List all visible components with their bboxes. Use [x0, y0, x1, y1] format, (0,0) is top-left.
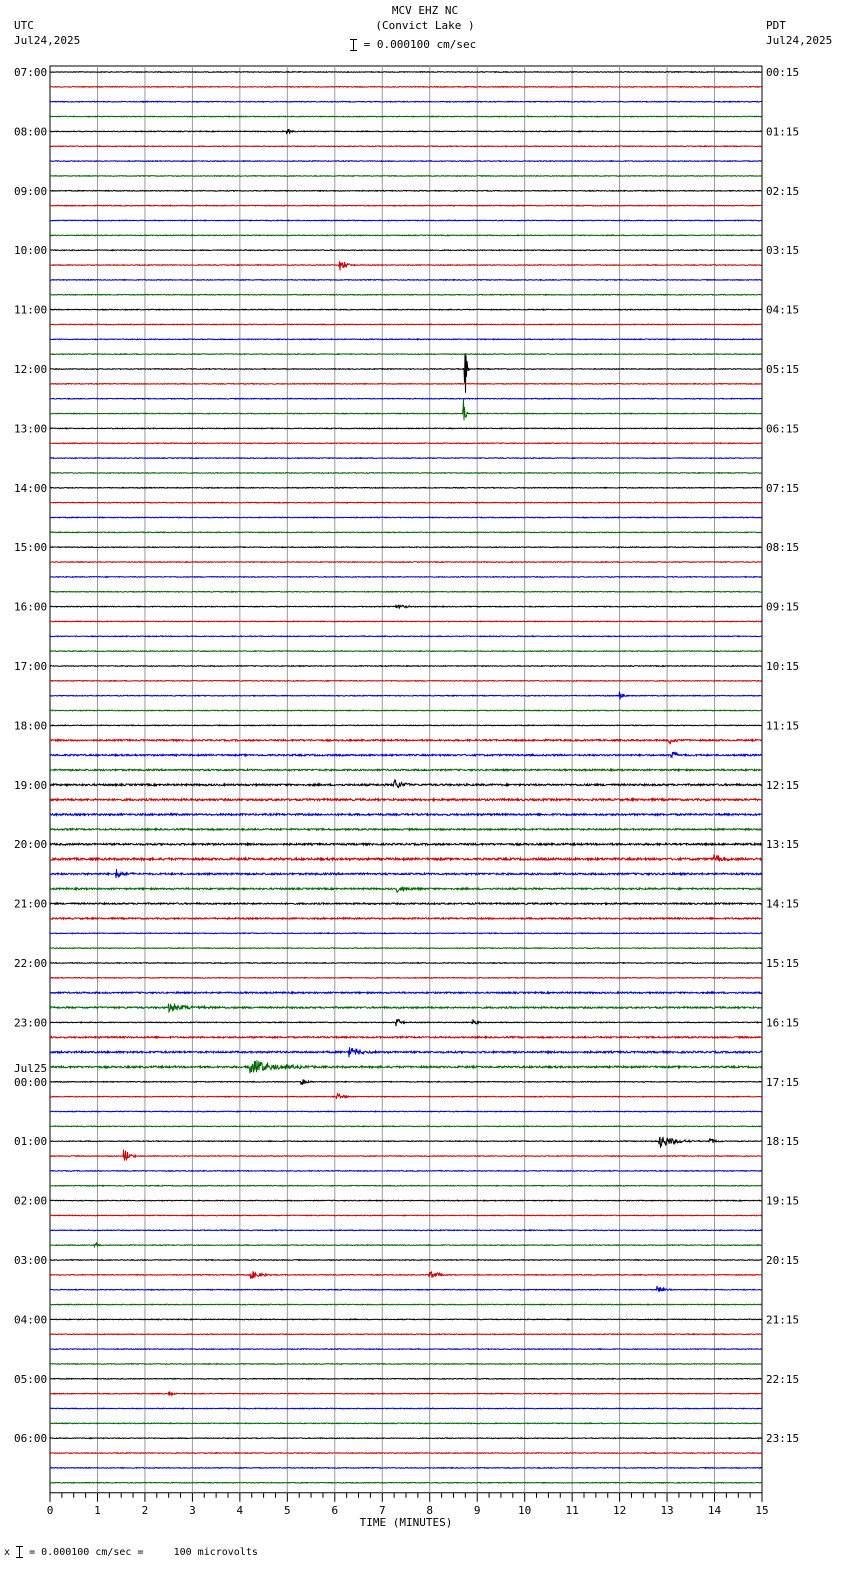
trace-26	[50, 458, 762, 459]
trace-76	[50, 1200, 762, 1201]
trace-52	[50, 843, 762, 845]
trace-72	[50, 1137, 762, 1148]
trace-42	[50, 692, 762, 700]
left-time-label: 04:00	[14, 1313, 48, 1327]
trace-65	[50, 1037, 762, 1039]
x-tick-label: 4	[236, 1503, 244, 1517]
left-time-label: 02:00	[14, 1194, 48, 1208]
left-time-label: 20:00	[14, 838, 48, 852]
trace-73	[50, 1150, 762, 1161]
trace-83	[50, 1304, 762, 1305]
right-time-label: 23:15	[766, 1432, 800, 1446]
trace-80	[50, 1260, 762, 1261]
x-tick-label: 2	[141, 1503, 149, 1517]
trace-88	[50, 1378, 762, 1379]
right-time-label: 09:15	[766, 600, 800, 614]
x-tick-label: 8	[426, 1503, 434, 1517]
left-time-label: 06:00	[14, 1432, 48, 1446]
trace-28	[50, 487, 762, 488]
trace-30	[50, 517, 762, 518]
station-location: (Convict Lake )	[375, 19, 475, 32]
trace-6	[50, 161, 762, 162]
trace-21	[50, 384, 762, 385]
trace-17	[50, 324, 762, 325]
footer-scale-bar-icon	[16, 1545, 23, 1559]
trace-86	[50, 1349, 762, 1350]
trace-79	[50, 1243, 762, 1247]
right-time-label: 11:15	[766, 719, 800, 733]
trace-5	[50, 146, 762, 147]
x-tick-label: 1	[94, 1503, 101, 1517]
left-time-label: 13:00	[14, 422, 48, 436]
trace-77	[50, 1215, 762, 1216]
trace-7	[50, 176, 762, 177]
right-time-label: 04:15	[766, 303, 800, 317]
x-axis	[47, 1493, 769, 1529]
trace-51	[50, 829, 762, 831]
right-time-label: 15:15	[766, 957, 800, 970]
trace-38	[50, 636, 762, 637]
seismic-traces	[50, 72, 762, 1484]
left-time-label: 00:00	[14, 1075, 48, 1089]
trace-0	[50, 72, 762, 73]
x-tick-label: 11	[565, 1503, 579, 1517]
trace-69	[50, 1094, 762, 1099]
x-tick-label: 13	[660, 1503, 674, 1517]
x-tick-label: 6	[331, 1503, 339, 1517]
x-axis-label: TIME (MINUTES)	[359, 1515, 453, 1529]
trace-13	[50, 261, 762, 270]
x-tick-label: 7	[378, 1503, 386, 1517]
trace-10	[50, 220, 762, 221]
trace-27	[50, 473, 762, 474]
trace-14	[50, 280, 762, 281]
trace-63	[50, 1004, 762, 1012]
left-timezone: UTC	[14, 19, 34, 32]
trace-68	[50, 1079, 762, 1084]
left-time-label: 15:00	[14, 541, 48, 555]
trace-66	[50, 1047, 762, 1057]
right-time-label: 21:15	[766, 1313, 800, 1327]
trace-82	[50, 1286, 762, 1292]
trace-84	[50, 1319, 762, 1320]
right-time-label: 20:15	[766, 1254, 800, 1267]
left-time-label: 17:00	[14, 660, 48, 673]
left-time-label: 11:00	[14, 303, 48, 317]
right-time-label: 18:15	[766, 1135, 800, 1149]
trace-29	[50, 502, 762, 503]
left-time-label: 23:00	[14, 1016, 48, 1030]
trace-2	[50, 101, 762, 102]
right-time-label: 00:15	[766, 66, 800, 79]
scale-legend-text: = 0.000100 cm/sec	[363, 38, 477, 51]
left-time-label: 09:00	[14, 184, 48, 198]
x-tick-label: 3	[189, 1503, 196, 1517]
trace-24	[50, 428, 762, 429]
trace-90	[50, 1408, 762, 1409]
right-time-label: 19:15	[766, 1194, 800, 1208]
trace-56	[50, 903, 762, 904]
x-tick-label: 15	[755, 1503, 769, 1517]
left-time-label: 10:00	[14, 244, 48, 258]
trace-36	[50, 605, 762, 608]
trace-20	[50, 354, 762, 393]
right-time-label: 08:15	[766, 541, 800, 555]
x-tick-label: 14	[707, 1503, 722, 1517]
x-tick-label: 0	[46, 1503, 54, 1517]
trace-25	[50, 443, 762, 444]
trace-11	[50, 235, 762, 236]
trace-33	[50, 562, 762, 563]
trace-48	[50, 780, 762, 788]
trace-71	[50, 1126, 762, 1127]
trace-54	[50, 869, 762, 878]
right-time-label: 03:15	[766, 244, 800, 258]
right-time-label: 06:15	[766, 422, 800, 436]
footer-prefix: x	[4, 1547, 11, 1558]
right-time-label: 05:15	[766, 363, 800, 376]
trace-23	[50, 399, 762, 420]
trace-62	[50, 992, 762, 993]
trace-37	[50, 621, 762, 622]
right-time-label: 14:15	[766, 897, 800, 911]
right-time-label: 16:15	[766, 1016, 800, 1030]
left-time-label: 03:00	[14, 1254, 48, 1267]
right-time-label: 12:15	[766, 778, 800, 792]
trace-15	[50, 294, 762, 295]
trace-78	[50, 1230, 762, 1231]
trace-89	[50, 1391, 762, 1395]
trace-50	[50, 814, 762, 816]
left-date-label: Jul25	[14, 1061, 48, 1075]
right-time-label: 10:15	[766, 660, 800, 673]
trace-87	[50, 1364, 762, 1365]
x-tick-label: 10	[518, 1503, 532, 1517]
left-time-label: 14:00	[14, 481, 48, 495]
left-time-label: 16:00	[14, 600, 48, 614]
right-time-label: 22:15	[766, 1372, 800, 1386]
trace-40	[50, 666, 762, 667]
trace-60	[50, 963, 762, 964]
trace-64	[50, 1019, 762, 1026]
trace-67	[50, 1061, 762, 1074]
left-time-label: 01:00	[14, 1135, 48, 1149]
left-time-label: 21:00	[14, 897, 48, 911]
trace-9	[50, 205, 762, 206]
left-time-label: 05:00	[14, 1372, 48, 1386]
station-title: MCV EHZ NC	[391, 4, 459, 17]
trace-49	[50, 799, 762, 801]
left-date: Jul24,2025	[14, 34, 81, 47]
trace-3	[50, 116, 762, 117]
trace-53	[50, 854, 762, 861]
trace-8	[50, 190, 762, 191]
trace-18	[50, 339, 762, 340]
right-time-label: 07:15	[766, 481, 800, 495]
trace-39	[50, 651, 762, 652]
trace-22	[50, 398, 762, 399]
left-time-label: 12:00	[14, 363, 48, 376]
trace-61	[50, 978, 762, 979]
trace-55	[50, 887, 762, 893]
footer-scale	[4, 1545, 258, 1560]
trace-47	[50, 769, 762, 771]
trace-19	[50, 354, 762, 355]
footer-scale-text: = 0.000100 cm/sec = 100 microvolts	[29, 1547, 258, 1558]
trace-35	[50, 591, 762, 592]
right-time-label: 17:15	[766, 1075, 800, 1089]
trace-58	[50, 933, 762, 934]
left-time-label: 07:00	[14, 66, 48, 79]
trace-43	[50, 710, 762, 711]
right-time-label: 13:15	[766, 838, 800, 852]
trace-94	[50, 1468, 762, 1469]
trace-74	[50, 1171, 762, 1172]
trace-34	[50, 577, 762, 578]
trace-93	[50, 1453, 762, 1454]
x-tick-label: 12	[612, 1503, 627, 1517]
trace-95	[50, 1482, 762, 1483]
right-time-label: 02:15	[766, 184, 800, 198]
trace-12	[50, 250, 762, 251]
trace-92	[50, 1438, 762, 1439]
left-time-label: 18:00	[14, 719, 48, 733]
trace-57	[50, 918, 762, 920]
trace-46	[50, 752, 762, 757]
trace-91	[50, 1423, 762, 1424]
trace-75	[50, 1185, 762, 1186]
trace-41	[50, 681, 762, 682]
trace-70	[50, 1111, 762, 1112]
trace-4	[50, 129, 762, 133]
left-time-label: 19:00	[14, 778, 48, 792]
x-tick-label: 9	[473, 1503, 481, 1517]
trace-44	[50, 725, 762, 726]
left-time-label: 08:00	[14, 125, 48, 139]
trace-59	[50, 948, 762, 949]
right-timezone: PDT	[766, 19, 786, 32]
left-time-label: 22:00	[14, 957, 48, 970]
trace-85	[50, 1334, 762, 1335]
trace-32	[50, 547, 762, 548]
x-tick-label: 5	[284, 1503, 291, 1517]
trace-81	[50, 1271, 762, 1278]
trace-31	[50, 532, 762, 533]
trace-45	[50, 739, 762, 744]
right-time-label: 01:15	[766, 125, 800, 139]
trace-1	[50, 87, 762, 88]
trace-16	[50, 309, 762, 310]
right-date: Jul24,2025	[766, 34, 833, 47]
